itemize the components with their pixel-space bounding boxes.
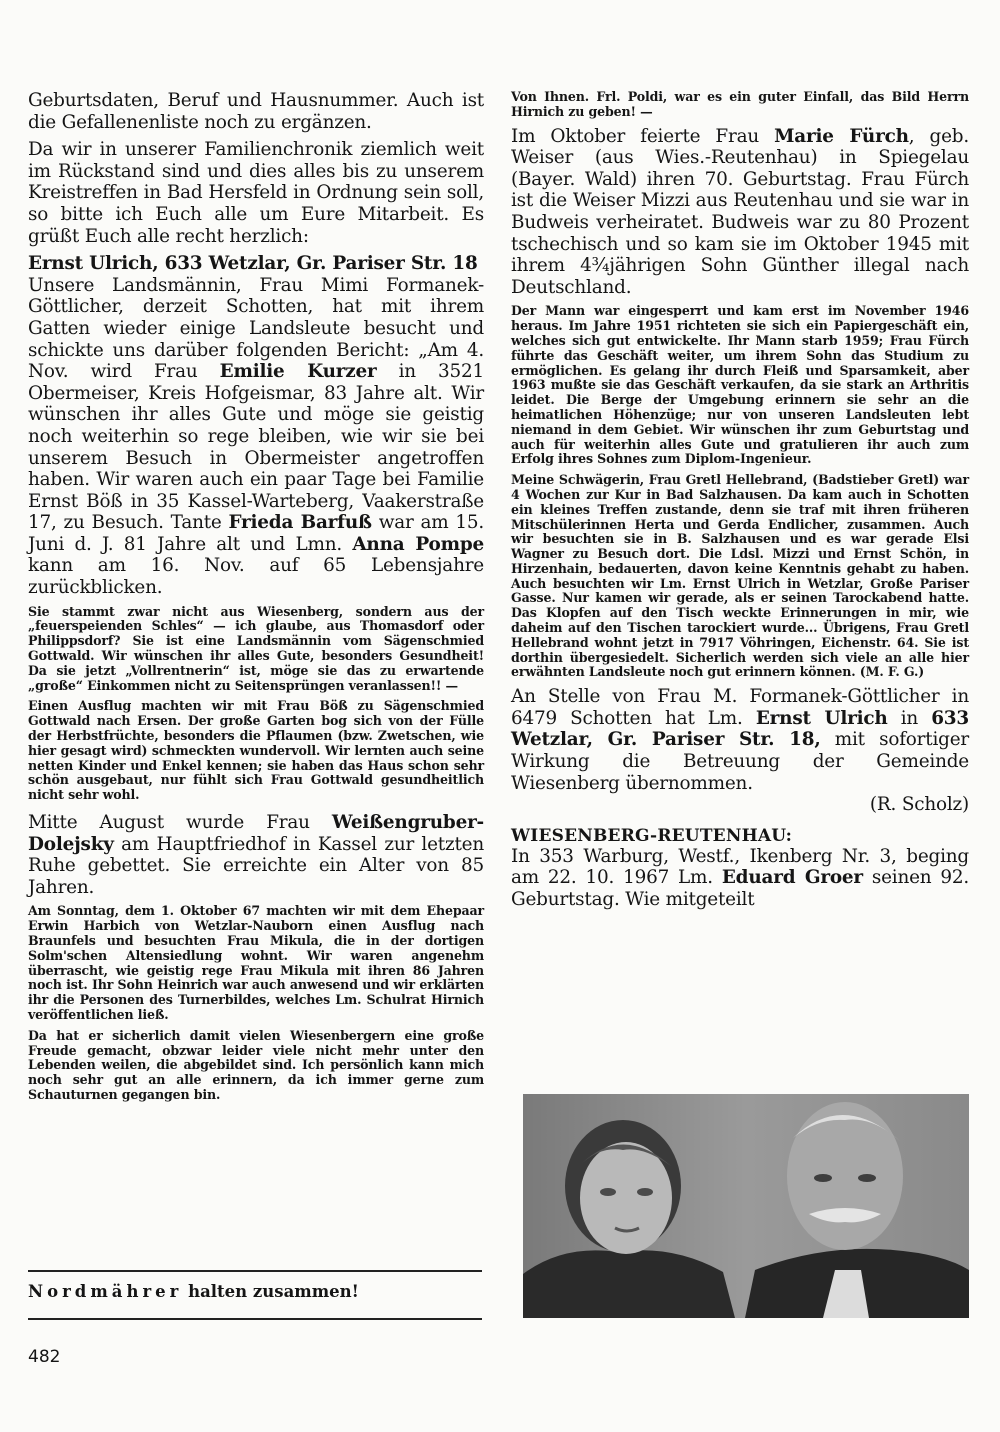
small-paragraph: Der Mann war eingesperrt und kam erst im November 1946 heraus. Im Jahre 1951 richteten sie sich ein Papiergeschäft ein, welches sich gut entwickelte. Ihr Mann starb 1959; Frau Fürch führte das Geschäft weiter, um ihrem Sohn das Studium zu ermöglichen. Es gelang ihr durch Fleiß und Sparsamkeit, aber 1963 mußte sie das Geschäft verkaufen, da sie stark an Arthritis leidet. Die Berge der Umgebung erinnern sie sehr an die heimatlichen Höhenzüge; nur von unseren Landsleuten lebt niemand in dem Gebiet. Wir wünschen ihr zum Geburtstag und auch für weiterhin alles Gute und gratulieren ihr auch zum Erfolg ihres Sohnes zum Diplom-Ingenieur. bbox=[511, 303, 969, 467]
paragraph: Mitte August wurde Frau Weißengruber-Dolejsky am Hauptfriedhof in Kassel zur letzten Ruhe gebettet. Sie erreichte ein Alter von 85 Jahren. bbox=[28, 812, 484, 898]
paragraph: Unsere Landsmännin, Frau Mimi Formanek-Göttlicher, derzeit Schotten, hat mit ihrem Gatten wieder einige Landsleute besucht und schickte uns darüber folgenden Bericht: „Am 4. Nov. wird Frau Emilie Kurzer in 3521 Obermeiser, Kreis Hofgeismar, 83 Jahre alt. Wir wünschen ihr alles Gute und möge sie geistig noch weiterhin so rege bleiben, wie wir sie bei unserem Besuch in Obermeister angetroffen haben. Wir waren auch ein paar Tage bei Familie Ernst Böß in 35 Kassel-Warteberg, Vaakerstraße 17, zu Besuch. Tante Frieda Barfuß war am 15. Juni d. J. 81 Jahre alt und Lmn. Anna Pompe kann am 16. Nov. auf 65 Lebensjahre zurückblicken. bbox=[28, 274, 484, 599]
small-paragraph: Am Sonntag, dem 1. Oktober 67 machten wir mit dem Ehepaar Erwin Harbich von Wetzlar-Nauborn einen Ausflug nach Braunfels und besuchten Frau Mikula, die in der dortigen Solm'schen Altensiedlung wohnt. Wir waren angenehm überrascht, wie geistig rege Frau Mikula mit ihren 86 Jahren noch ist. Ihr Sohn Heinrich war auch anwesend und wir erklärten ihr die Personen des Turnerbildes, welches Lm. Schulrat Hirnich veröffentlichen ließ. bbox=[28, 903, 484, 1022]
small-paragraph: Von Ihnen. Frl. Poldi, war es ein guter Einfall, das Bild Herrn Hirnich zu geben! — bbox=[511, 89, 969, 119]
small-paragraph: Sie stammt zwar nicht aus Wiesenberg, sondern aus der „feuerspeienden Schles“ — ich glaube, aus Thomasdorf oder Philippsdorf? Sie ist eine Landsmännin vom Sägenschmied Gottwald. Wir wünschen ihr alles Gute, besonders Gesundheit! Da sie jetzt „Vollrentnerin“ ist, möge sie das zu erwartende „große“ Einkommen nicht zu Seitensprüngen veranlassen!! — bbox=[28, 603, 484, 693]
small-paragraph: Meine Schwägerin, Frau Gretl Hellebrand, (Badstieber Gretl) war 4 Wochen zur Kur in Bad Salzhausen. Da kam auch in Schotten ein kleines Treffen zustande, denn sie traf mit ihren früheren Mitschülerinnen Herta und Gerda Endlicher, zusammen. Auch wir besuchten sie in B. Salzhausen und es war gerade Elsi Wagner zu Besuch dort. Die Ldsl. Mizzi und Ernst Schön, in Hirzenhain, bedauerten, davon keine Kenntnis gehabt zu haben. Auch besuchten wir Lm. Ernst Ulrich in Wetzlar, Große Pariser Gasse. Nur kamen wir gerade, als er seinen Tarockabend hatte. Das Klopfen auf den Tisch weckte Erinnerungen in mir, wie daheim auf den Tischen tarockiert wurde... Übrigens, Frau Gretl Hellebrand wohnt jetzt in 7917 Vöhringen, Eichenstr. 64. Sie ist dorthin übergesiedelt. Sicherlich werden sich viele an alle hier erwähnten Landsleute noch gut erinnern können. (M. F. G.) bbox=[511, 472, 970, 680]
paragraph: Geburtsdaten, Beruf und Hausnummer. Auch ist die Gefallenenliste noch zu ergänzen. bbox=[28, 90, 484, 133]
small-paragraph: Einen Ausflug machten wir mit Frau Böß zu Sägenschmied Gottwald nach Ersen. Der große Garten bog sich von der Fülle der Herbstfrüchte, besonders die Pflaumen (bzw. Zwetschen, wie hier gesagt wird) schmeckten wundervoll. Wir lernten auch seine netten Kinder und Enkel kennen; sie haben das Haus schon sehr schön ausgebaut, nur fühlt sich Frau Gottwald gesundheitlich nicht sehr wohl. bbox=[28, 698, 484, 803]
slogan: Nordmährer halten zusammen! bbox=[28, 1282, 359, 1301]
divider bbox=[28, 1318, 482, 1320]
portrait-photo bbox=[523, 1094, 969, 1318]
paragraph: Im Oktober feierte Frau Marie Fürch, geb. Weiser (aus Wies.-Reutenhau) in Spiegelau (Bayer. Wald) ihren 70. Geburtstag. Frau Fürch ist die Weiser Mizzi aus Reutenhau und sie war in Budweis verheiratet. Budweis war zu 80 Prozent tschechisch und so kam sie im Oktober 1945 mit ihrem 4¾jährigen Sohn Günther illegal nach Deutschland. bbox=[511, 125, 969, 298]
small-paragraph: Da hat er sicherlich damit vielen Wiesenbergern eine große Freude gemacht, obzwar leider viele nicht mehr unter den Lebenden weilen, die abgebildet sind. Ich persönlich kann mich noch sehr gut an alle erinnern, da ich immer gerne zum Schauturnen gegangen bin. bbox=[28, 1027, 484, 1102]
section-heading: WIESENBERG-REUTENHAU: bbox=[511, 825, 793, 846]
paragraph: An Stelle von Frau M. Formanek-Göttlicher in 6479 Schotten hat Lm. Ernst Ulrich in 633 Wetzlar, Gr. Pariser Str. 18, mit sofortiger Wirkung die Betreuung der Gemeinde Wiesenberg übernommen. bbox=[511, 686, 969, 794]
left-column bbox=[28, 90, 484, 1103]
page-number: 482 bbox=[28, 1347, 61, 1367]
paragraph: In 353 Warburg, Westf., Ikenberg Nr. 3, beging am 22. 10. 1967 Lm. Eduard Groer seinen 92. Geburtstag. Wie mitgeteilt bbox=[511, 845, 969, 911]
divider bbox=[28, 1270, 482, 1272]
address-line: Ernst Ulrich, 633 Wetzlar, Gr. Pariser Str. 18 bbox=[28, 253, 478, 275]
paragraph: Da wir in unserer Familienchronik ziemlich weit im Rückstand sind und dies alles bis zu unserem Kreistreffen in Bad Hersfeld in Ordnung sein soll, so bitte ich Euch alle um Eure Mitarbeit. Es grüßt Euch alle recht herzlich: bbox=[28, 139, 484, 247]
right-column bbox=[511, 90, 969, 911]
signature: (R. Scholz) bbox=[869, 794, 969, 816]
